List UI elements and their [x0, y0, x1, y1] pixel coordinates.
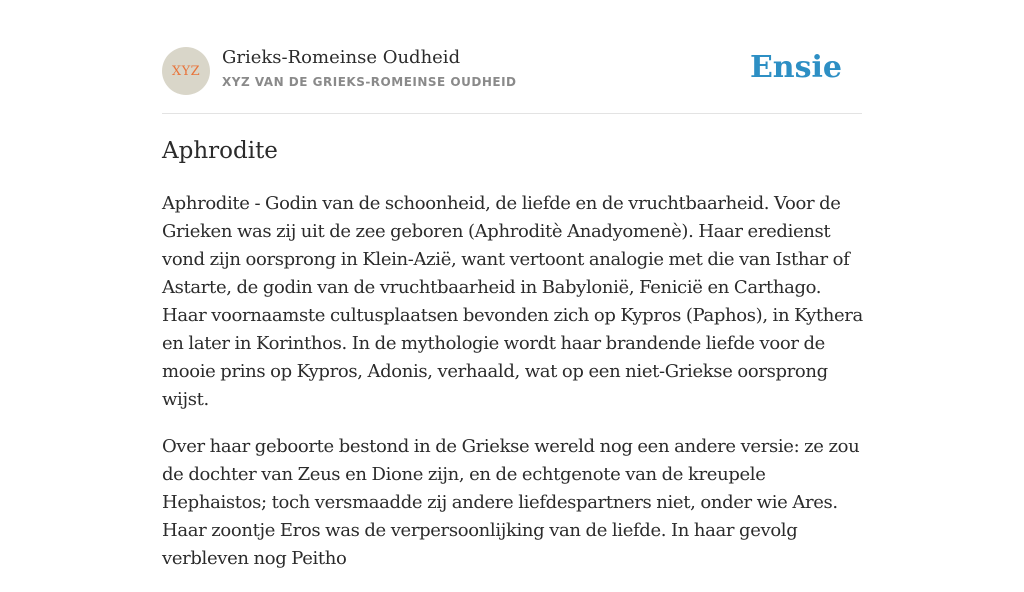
page-container — [162, 0, 863, 569]
avatar-initials: XYZ — [171, 63, 201, 79]
article-body — [162, 190, 868, 592]
article-paragraph: Over haar geboorte bestond in de Griekse wereld nog een andere versie: ze zou de dochter van Zeus en Dione zijn, en de echtgenote van de kreupele Hephaistos; toch versmaadde zij andere liefdespartners niet, onder wie Ares. Haar zoontje Eros was de verpersoonlijking van de liefde. In haar gevolg verbleven nog Peitho — [162, 436, 860, 569]
site-title[interactable]: Grieks-Romeinse Oudheid — [222, 47, 461, 68]
ensie-logo[interactable]: Ensie — [749, 50, 842, 85]
site-header — [162, 0, 862, 114]
article-title: Aphrodite — [162, 138, 278, 164]
site-subtitle: XYZ VAN DE GRIEKS-ROMEINSE OUDHEID — [222, 75, 517, 89]
avatar[interactable] — [162, 47, 210, 95]
article-paragraph: Aphrodite - Godin van de schoonheid, de liefde en de vruchtbaarheid. Voor de Grieken was zij uit de zee geboren (Aphroditè Anadyomenè). Haar eredienst vond zijn oorsprong in Klein-Azië, want vertoont analogie met die van Isthar of Astarte, de godin van de vruchtbaarheid in Babylonië, Fenicië en Carthago. Haar voornaamste cultusplaatsen bevonden zich op Kypros (Paphos), in Kythera en later in Korinthos. In de mythologie wordt haar brandende liefde voor de mooie prins op Kypros, Adonis, verhaald, wat op een niet-Griekse oorsprong wijst. — [162, 193, 863, 410]
